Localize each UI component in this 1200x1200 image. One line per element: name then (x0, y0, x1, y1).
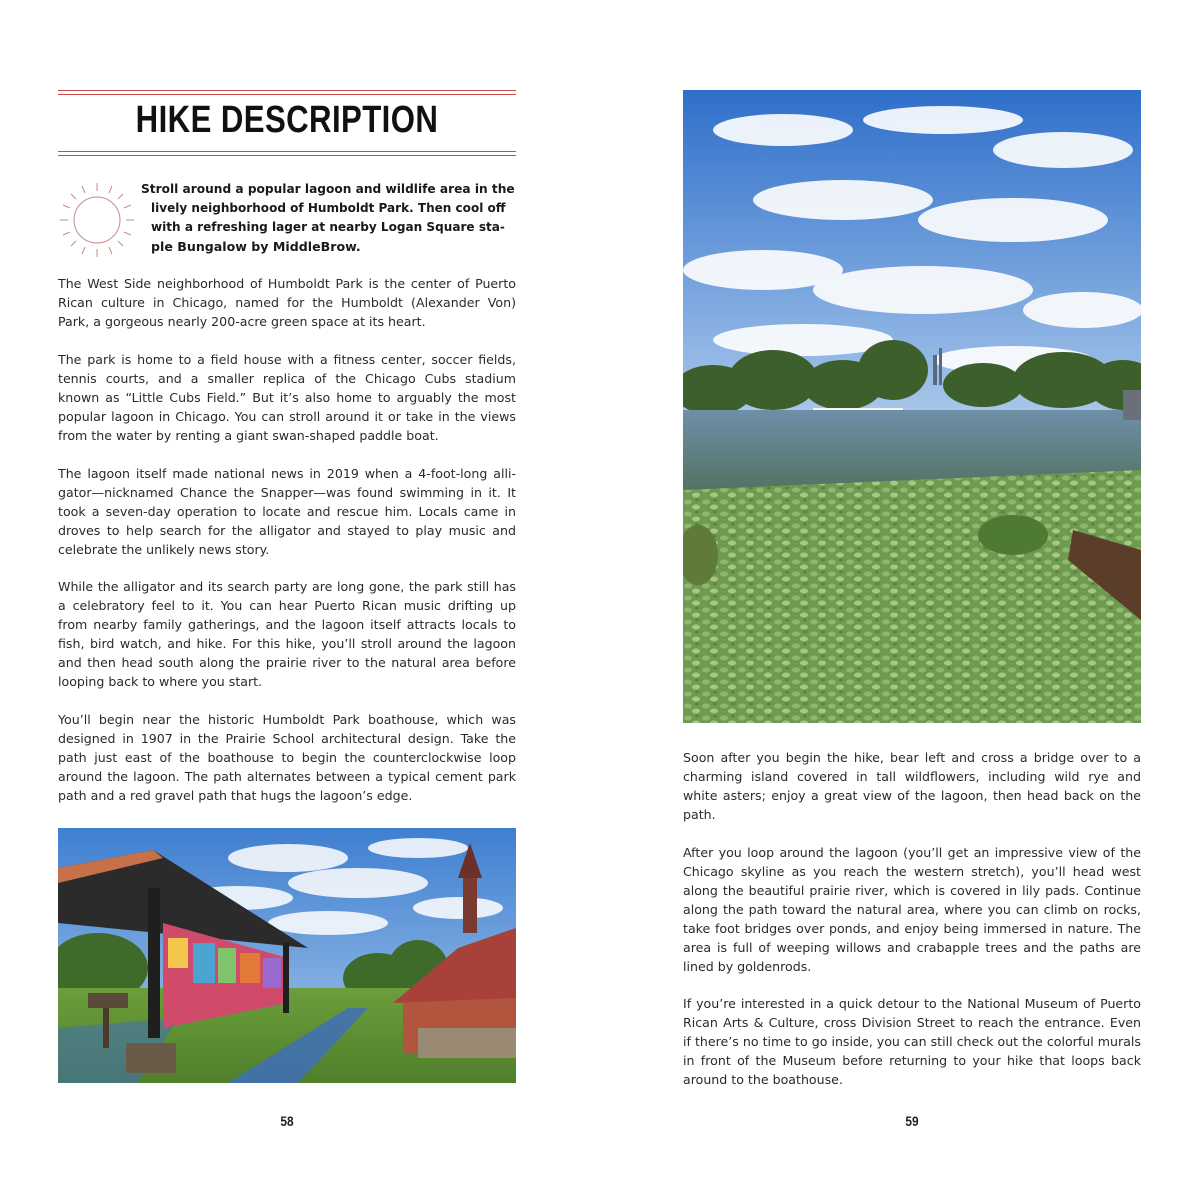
paragraph-line: path just east of the boathouse to begin the counterclockwise loop (58, 750, 516, 765)
paragraph-line: designed in 1907 in the Prairie School architectural design. Take the (58, 731, 516, 746)
paragraph-line: area is full of weeping willows and crabapple trees and the paths are (683, 940, 1141, 955)
paragraph-line: The lagoon itself made national news in 2019 when a 4-foot-long alli- (58, 466, 516, 481)
paragraph-line: After you loop around the lagoon (you’ll get an impressive view of the (683, 845, 1141, 860)
paragraph-line: popular lagoon in Chicago. You can stroll around it or take in the views (58, 409, 516, 424)
intro-line: with a refreshing lager at nearby Logan Square sta- (151, 220, 505, 234)
paragraph-line: Chicago skyline as you reach the western stretch), you’ll head west (683, 864, 1141, 879)
paragraph-line: gator—nicknamed Chance the Snapper—was found swimming in it. It (58, 485, 516, 500)
paragraph-line: looping back to where you start. (58, 674, 263, 689)
paragraph-line: in front of the Museum before returning to your hike that loops back (683, 1053, 1141, 1068)
intro-line: lively neighborhood of Humboldt Park. Then cool off (151, 201, 506, 215)
body-paragraph (58, 464, 516, 559)
paragraph-line: a celebratory feel to it. You can hear Puerto Rican music drifting up (58, 598, 516, 613)
paragraph-line: along the beautiful prairie river, which is covered in lily pads. Continue (683, 883, 1141, 898)
paragraph-line: droves to help search for the alligator and stayed to play music and (58, 523, 516, 538)
right-page (600, 0, 1200, 1200)
title-rule-top (58, 90, 516, 95)
sun-icon (57, 180, 137, 260)
body-paragraph (58, 577, 516, 691)
body-paragraph (58, 350, 516, 445)
paragraph-line: around to the boathouse. (683, 1072, 843, 1087)
title-rule-bottom (58, 151, 516, 156)
paragraph-line: fish, bird watch, and hike. For this hike, you’ll stroll around the lagoon (58, 636, 516, 651)
paragraph-line: Soon after you begin the hike, bear left and cross a bridge over to a (683, 750, 1141, 765)
paragraph-line: You’ll begin near the historic Humboldt Park boathouse, which was (58, 712, 516, 727)
paragraph-line: path and a red gravel path that hugs the lagoon’s edge. (58, 788, 413, 803)
paragraph-line: tennis courts, and a smaller replica of the Chicago Cubs stadium (58, 371, 516, 386)
intro-line: ple Bungalow by MiddleBrow. (151, 239, 361, 254)
paragraph-line: and then head south along the prairie river to the natural area before (58, 655, 516, 670)
section-title: HIKE DESCRIPTION (135, 99, 439, 141)
paragraph-line: around the lagoon. The path alternates between a typical cement park (58, 769, 516, 784)
paragraph-line: known as “Little Cubs Field.” But it’s also home to arguably the most (58, 390, 516, 405)
paragraph-line: took a seven-day operation to locate and rescue him. Locals came in (58, 504, 516, 519)
paragraph-line: While the alligator and its search party are long gone, the park still has (58, 579, 516, 594)
intro-line: Stroll around a popular lagoon and wildlife area in the (141, 182, 515, 196)
paragraph-line: if there’s no time to go inside, you can still check out the colorful murals (683, 1034, 1141, 1049)
paragraph-line: white asters; enjoy a great view of the lagoon, then head back on the (683, 788, 1141, 803)
paragraph-line: take foot bridges over ponds, and enjoy being immersed in nature. The (683, 921, 1141, 936)
body-paragraph (58, 710, 516, 805)
paragraph-line: Rican culture in Chicago, named for the Humboldt (Alexander Von) (58, 295, 516, 310)
paragraph-line: charming island covered in tall wildflowers, including wild rye and (683, 769, 1141, 784)
body-paragraph (683, 748, 1141, 824)
intro-summary (141, 180, 517, 256)
paragraph-line: lined by goldenrods. (683, 959, 812, 974)
lagoon-photo (683, 90, 1141, 723)
page-number: 58 (280, 1113, 294, 1129)
paragraph-line: path. (683, 807, 716, 822)
paragraph-line: from nearby family gatherings, and the lagoon itself attracts locals to (58, 617, 516, 632)
paragraph-line: Rican Arts & Culture, cross Division Street to reach the entrance. Even (683, 1015, 1141, 1030)
boathouse-photo (58, 828, 516, 1083)
body-paragraph (683, 843, 1141, 976)
body-paragraph (683, 994, 1141, 1089)
paragraph-line: If you’re interested in a quick detour to the National Museum of Puerto (683, 996, 1141, 1011)
body-paragraph (58, 274, 516, 331)
paragraph-line: along the path toward the natural area, where you can climb on rocks, (683, 902, 1141, 917)
paragraph-line: Park, a gorgeous nearly 200-acre green space at its heart. (58, 314, 426, 329)
paragraph-line: The West Side neighborhood of Humboldt Park is the center of Puerto (58, 276, 516, 291)
paragraph-line: celebrate the unlikely news story. (58, 542, 270, 557)
paragraph-line: The park is home to a field house with a fitness center, soccer fields, (58, 352, 516, 367)
page-number: 59 (905, 1113, 919, 1129)
paragraph-line: from the water by renting a giant swan-shaped paddle boat. (58, 428, 439, 443)
